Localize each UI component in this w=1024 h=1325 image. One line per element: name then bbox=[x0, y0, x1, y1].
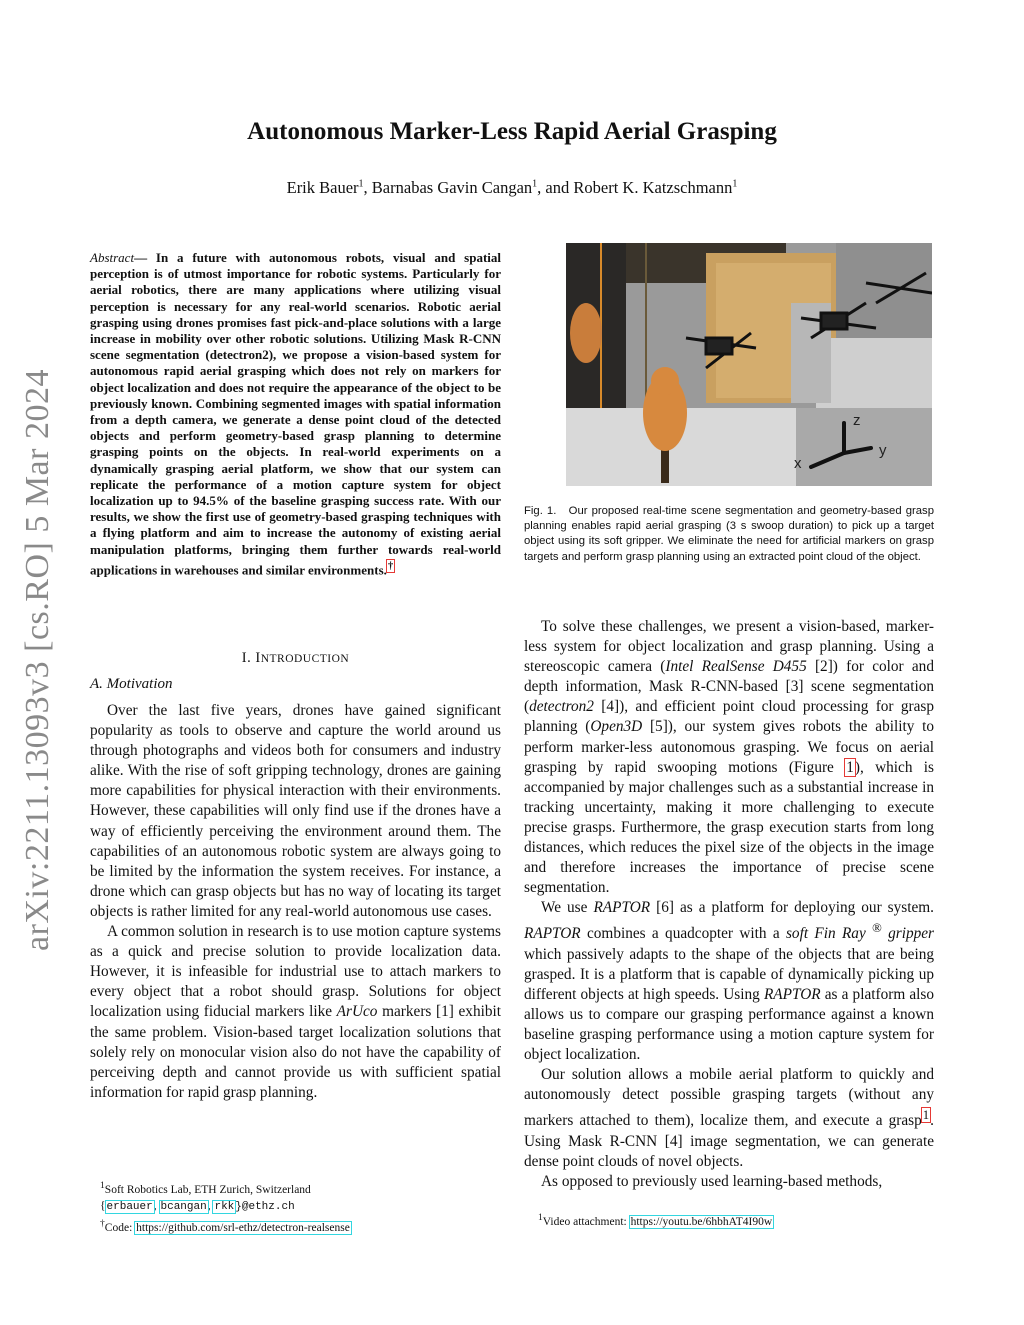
email-link[interactable]: erbauer bbox=[106, 1201, 153, 1214]
left-column-body bbox=[90, 701, 501, 1103]
author-sep: , and bbox=[537, 178, 574, 197]
paragraph: Our solution allows a mobile aerial platform to quickly and autonomously detect possible grasping targets (without any markers attached to them), localize them, and execute a grasp$^1$. Using Mask R-CNN [4] image segmentation, we can generate dense point clouds of novel objects. bbox=[524, 1066, 934, 1170]
affiliation-footnote bbox=[100, 1178, 351, 1198]
paragraph: Over the last five years, drones have gained significant popularity as tools to observe and capture the world around us through photographs and videos both for consumers and industry alike. With the rise of soft gripping technology, drones are gaining more capabilities for physical interaction with their environments. However, these capabilities will only find use if the drones have a way of efficiently perceiving the environment around them. The capabilities of an autonomous robotic system are always going to be limited by the information the system receives. For instance, a drone which can grasp objects but has no way of locating its target objects is rather limited for any real-world autonomous use cases. bbox=[90, 702, 501, 920]
figure-1-photo bbox=[566, 243, 932, 486]
caption-text: Our proposed real-time scene segmentation and geometry-based grasp planning enables rapid aerial grasping (3 s swoop duration) to pick up a target object using its soft gripper. We eliminate the need for artificial markers on grasp targets and perform grasp planning using an extracted point cloud of the object. bbox=[524, 505, 934, 563]
paper-title: Autonomous Marker-Less Rapid Aerial Grasping bbox=[247, 118, 777, 145]
email-link[interactable]: rkk bbox=[214, 1201, 235, 1214]
author-list bbox=[0, 178, 1024, 198]
author-sep: , bbox=[363, 178, 372, 197]
paragraph: To solve these challenges, we present a vision-based, marker-less system for object localization and grasp planning. Using a stereoscopic camera (Intel RealSense D455 [2]) for color and depth information, Mask R-CNN-based [3] scene segmentation (detectron2 [4]), and efficient point cloud processing for grasp planning (Open3D [5]), our system gives robots the ability to perform marker-less autonomous grasping. We focus on aerial grasping by rapid swooping motions (Figure 1), which is accompanied by major challenges such as a substantial increase in tracking uncertainty, making it more challenging to execute precise grasps. Furthermore, the grasp execution starts from long distances, which reduces the pixel size of the objects in the image and therefore increases the importance of precise scene segmentation. bbox=[524, 618, 935, 897]
code-footnote bbox=[100, 1216, 351, 1236]
sep: , bbox=[207, 1200, 214, 1213]
email-footnote bbox=[100, 1198, 351, 1216]
abstract-footnote-link[interactable]: † bbox=[387, 559, 394, 572]
paragraph-italic: ArUco bbox=[336, 1003, 378, 1021]
figure-ref-link[interactable]: 1 bbox=[846, 758, 854, 776]
author-3: Robert K. Katzschmann bbox=[573, 178, 733, 197]
paragraph-text: markers [1] exhibit the same problem. Vision-based target localization solutions that solely rely on monocular vision also do not have the capability of perceiving depth and cannot provide us with sufficient spatial information for rapid grasp planning. bbox=[90, 1003, 501, 1101]
paragraph: As opposed to previously used learning-based methods, bbox=[541, 1172, 883, 1190]
abstract-dash: — bbox=[134, 250, 156, 265]
abstract-label: Abstract bbox=[90, 250, 135, 265]
author-1: Erik Bauer bbox=[286, 178, 359, 197]
section-heading bbox=[90, 650, 501, 667]
section-number: I. bbox=[241, 650, 256, 666]
section-first-letter: I bbox=[255, 650, 261, 666]
left-footnotes bbox=[100, 1178, 351, 1236]
paragraph-text: A common solution in research is to use motion capture systems as a quick and precise solution to provide localization data. However, it is infeasible for industrial use to attach markers to every object that a robot should grasp. Solutions for object localization using fiducial markers like bbox=[90, 923, 501, 1021]
author-2: Barnabas Gavin Cangan bbox=[371, 178, 533, 197]
affiliation-text: Soft Robotics Lab, ETH Zurich, Switzerland bbox=[104, 1183, 311, 1196]
author-2-affil: 1 bbox=[532, 178, 538, 190]
footnote-mark: 1 bbox=[538, 1212, 543, 1223]
email-link[interactable]: bcangan bbox=[160, 1201, 207, 1214]
footnote-mark: 1 bbox=[100, 1180, 105, 1191]
arxiv-id: arXiv:2211.13093v3 [cs.RO] 5 Mar 2024 bbox=[19, 369, 56, 951]
caption-label: Fig. 1. bbox=[524, 505, 557, 517]
section-rest: NTRODUCTION bbox=[260, 653, 350, 665]
author-1-affil: 1 bbox=[358, 178, 364, 190]
abstract bbox=[90, 250, 501, 578]
arxiv-sidebar bbox=[8, 360, 68, 960]
footnote-mark: † bbox=[100, 1217, 105, 1229]
sep: , bbox=[153, 1200, 160, 1213]
footnote-ref-link[interactable]: 1 bbox=[922, 1108, 930, 1123]
author-3-affil: 1 bbox=[732, 178, 738, 190]
code-link[interactable]: https://github.com/srl-ethz/detectron-realsense bbox=[136, 1221, 350, 1234]
email-domain: }@ethz.ch bbox=[235, 1201, 295, 1214]
abstract-text: In a future with autonomous robots, visual and spatial perception is of utmost importance for robotic systems. Particularly for aerial robotics, there are many applications where utilizing visual perception is necessary for any real-world scenarios. Robotic aerial grasping using drones promises fast pick-and-place solutions with a large increase in mobility over other robotic solutions. Utilizing Mask R-CNN scene segmentation (detectron2), we propose a vision-based system for autonomous rapid aerial grasping which does not rely on markers for object localization and does not require the appearance of the object to be previously known. Combining segmented images with spatial information from a depth camera, we generate a dense point cloud of the detected objects and perform geometry-based grasp planning to determine grasping points on the objects. In real-world experiments on a dynamically grasping aerial platform, we show that our system can replicate the performance of a motion capture system for object localization up to 94.5% of the baseline grasping success rate. With our results, we show the first use of geometry-based grasping techniques with a flying platform and aim to increase the autonomy of existing aerial manipulation platforms, bringing them further towards real-world applications in warehouses and similar environments. bbox=[90, 250, 501, 578]
footnote-label: Video attachment: bbox=[542, 1215, 630, 1228]
right-column-body bbox=[524, 617, 934, 1192]
axis-label-z: z bbox=[853, 412, 861, 429]
brace: { bbox=[100, 1200, 106, 1213]
code-label: Code: bbox=[104, 1221, 136, 1234]
axis-label-x: x bbox=[794, 455, 802, 472]
figure-caption bbox=[524, 504, 934, 565]
subsection-heading: A. Motivation bbox=[90, 676, 173, 692]
video-footnote bbox=[538, 1212, 773, 1228]
video-link[interactable]: https://youtu.be/6hbhAT4I90w bbox=[630, 1215, 773, 1228]
paragraph bbox=[90, 922, 501, 1103]
axis-label-y: y bbox=[879, 442, 887, 459]
paragraph: We use RAPTOR [6] as a platform for deploying our system. RAPTOR combines a quadcopter with a soft Fin Ray ® gripper which passively adapts to the shape of the objects that are being grasped. It is a platform that is capable of dynamically picking up different objects at high speeds. Using RAPTOR as a platform also allows us to compare our grasping performance against a known baseline grasping performance using a motion capture system for object localization. bbox=[524, 899, 935, 1064]
